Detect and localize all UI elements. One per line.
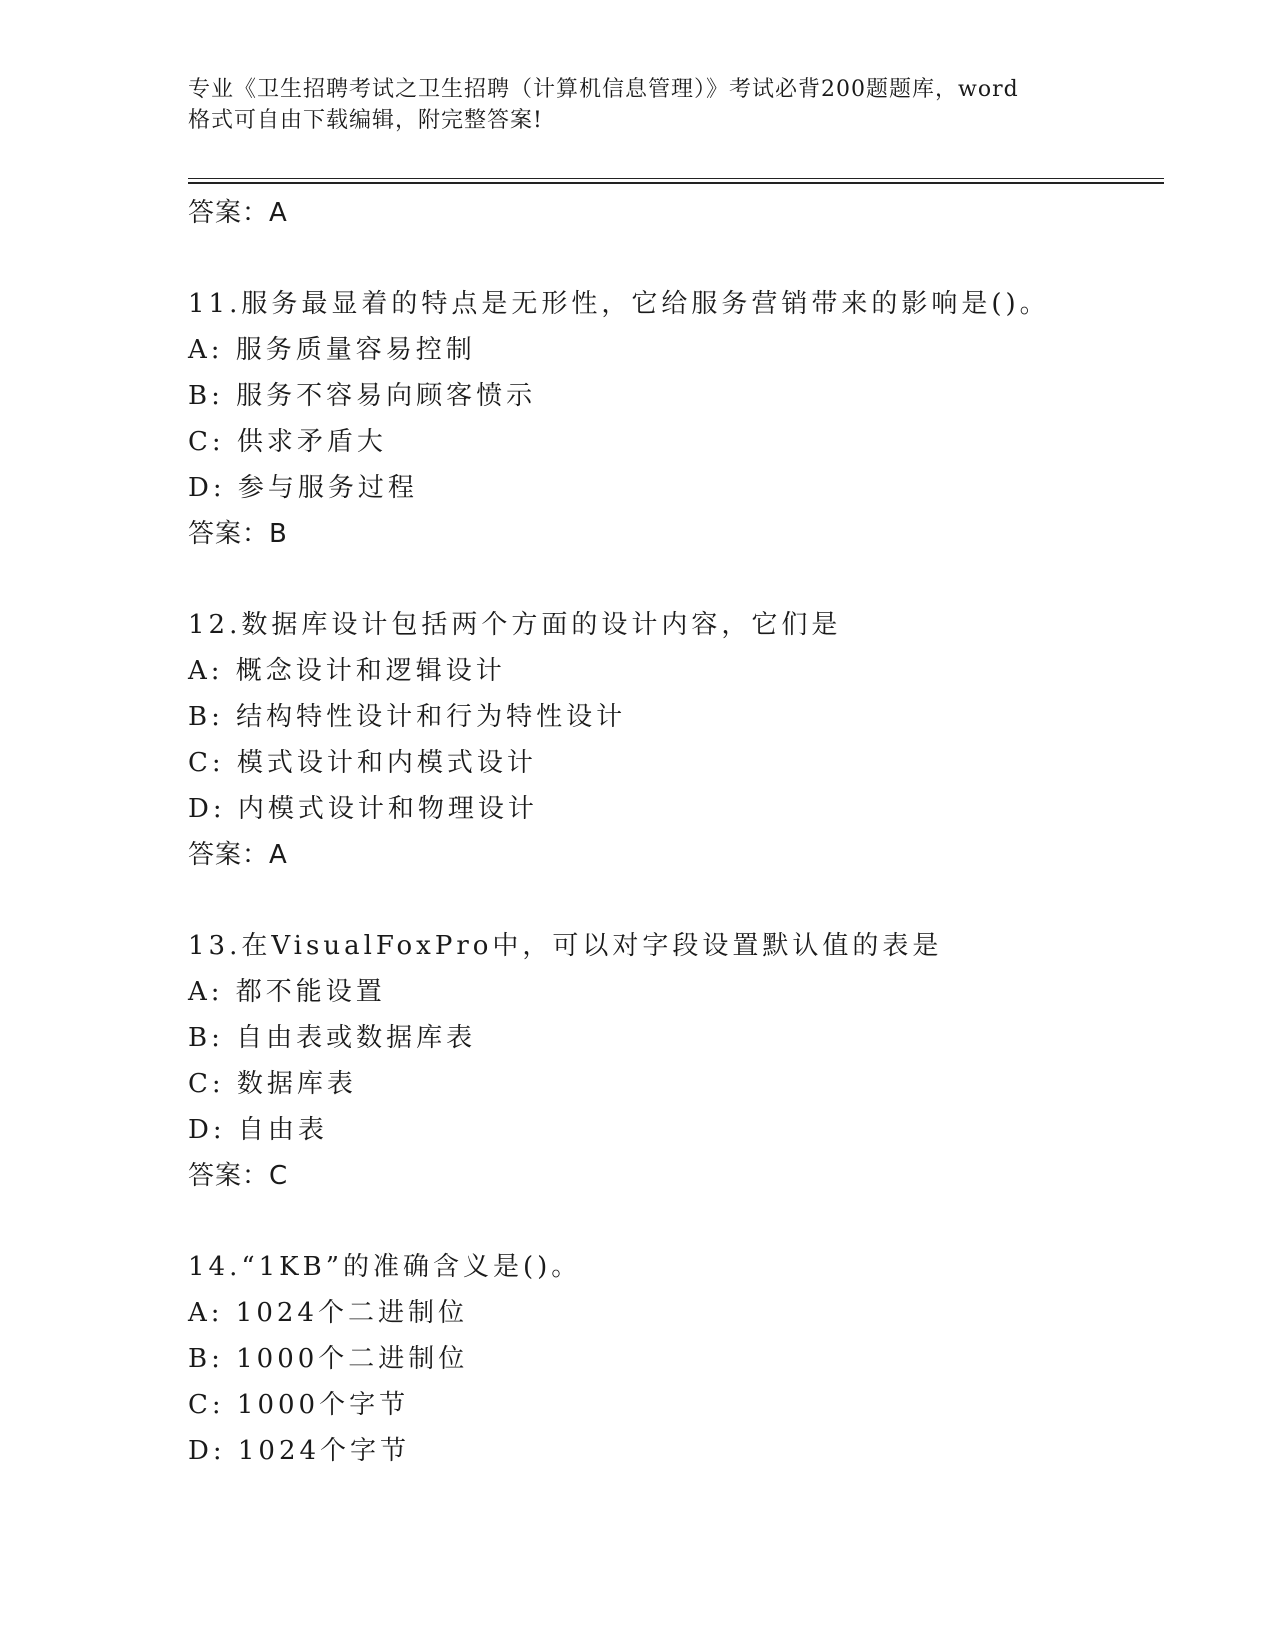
option-a: A: 服务质量容易控制 [188,335,476,365]
question-stem: 12.数据库设计包括两个方面的设计内容，它们是 [188,610,842,640]
option-a: A: 1024个二进制位 [188,1298,468,1328]
option-d: D: 自由表 [188,1115,328,1145]
option-b: B: 1000个二进制位 [188,1344,469,1374]
question-14 [188,1244,1164,1474]
answer-line: 答案：A [188,198,288,228]
option-d: D: 参与服务过程 [188,473,418,503]
question-stem: 14.“1KB”的准确含义是()。 [188,1252,582,1282]
question-13 [188,923,1164,1199]
option-c: C: 模式设计和内模式设计 [188,748,537,778]
option-a: A: 都不能设置 [188,977,386,1007]
option-c: C: 供求矛盾大 [188,427,387,457]
question-stem: 13.在VisualFoxPro中，可以对字段设置默认值的表是 [188,931,943,961]
answer-line: 答案：A [188,840,288,870]
answer-line: 答案：B [188,519,288,549]
question-stem: 11.服务最显着的特点是无形性，它给服务营销带来的影响是()。 [188,289,1050,319]
option-d: D: 1024个字节 [188,1436,411,1466]
option-b: B: 服务不容易向顾客愤示 [188,381,537,411]
option-a: A: 概念设计和逻辑设计 [188,656,506,686]
question-11 [188,281,1164,557]
option-b: B: 自由表或数据库表 [188,1023,477,1053]
option-c: C: 1000个字节 [188,1390,410,1420]
option-c: C: 数据库表 [188,1069,357,1099]
header-divider-thin [188,178,1164,179]
document-header [188,74,1088,136]
question-12 [188,602,1164,878]
question-list [188,190,1164,1474]
header-divider-thick [188,182,1164,184]
header-line-1: 专业《卫生招聘考试之卫生招聘（计算机信息管理）》考试必背200题题库，word [188,77,1019,102]
answer-line: 答案：C [188,1161,289,1191]
header-line-2: 格式可自由下载编辑，附完整答案! [188,108,543,133]
option-b: B: 结构特性设计和行为特性设计 [188,702,627,732]
option-d: D: 内模式设计和物理设计 [188,794,538,824]
